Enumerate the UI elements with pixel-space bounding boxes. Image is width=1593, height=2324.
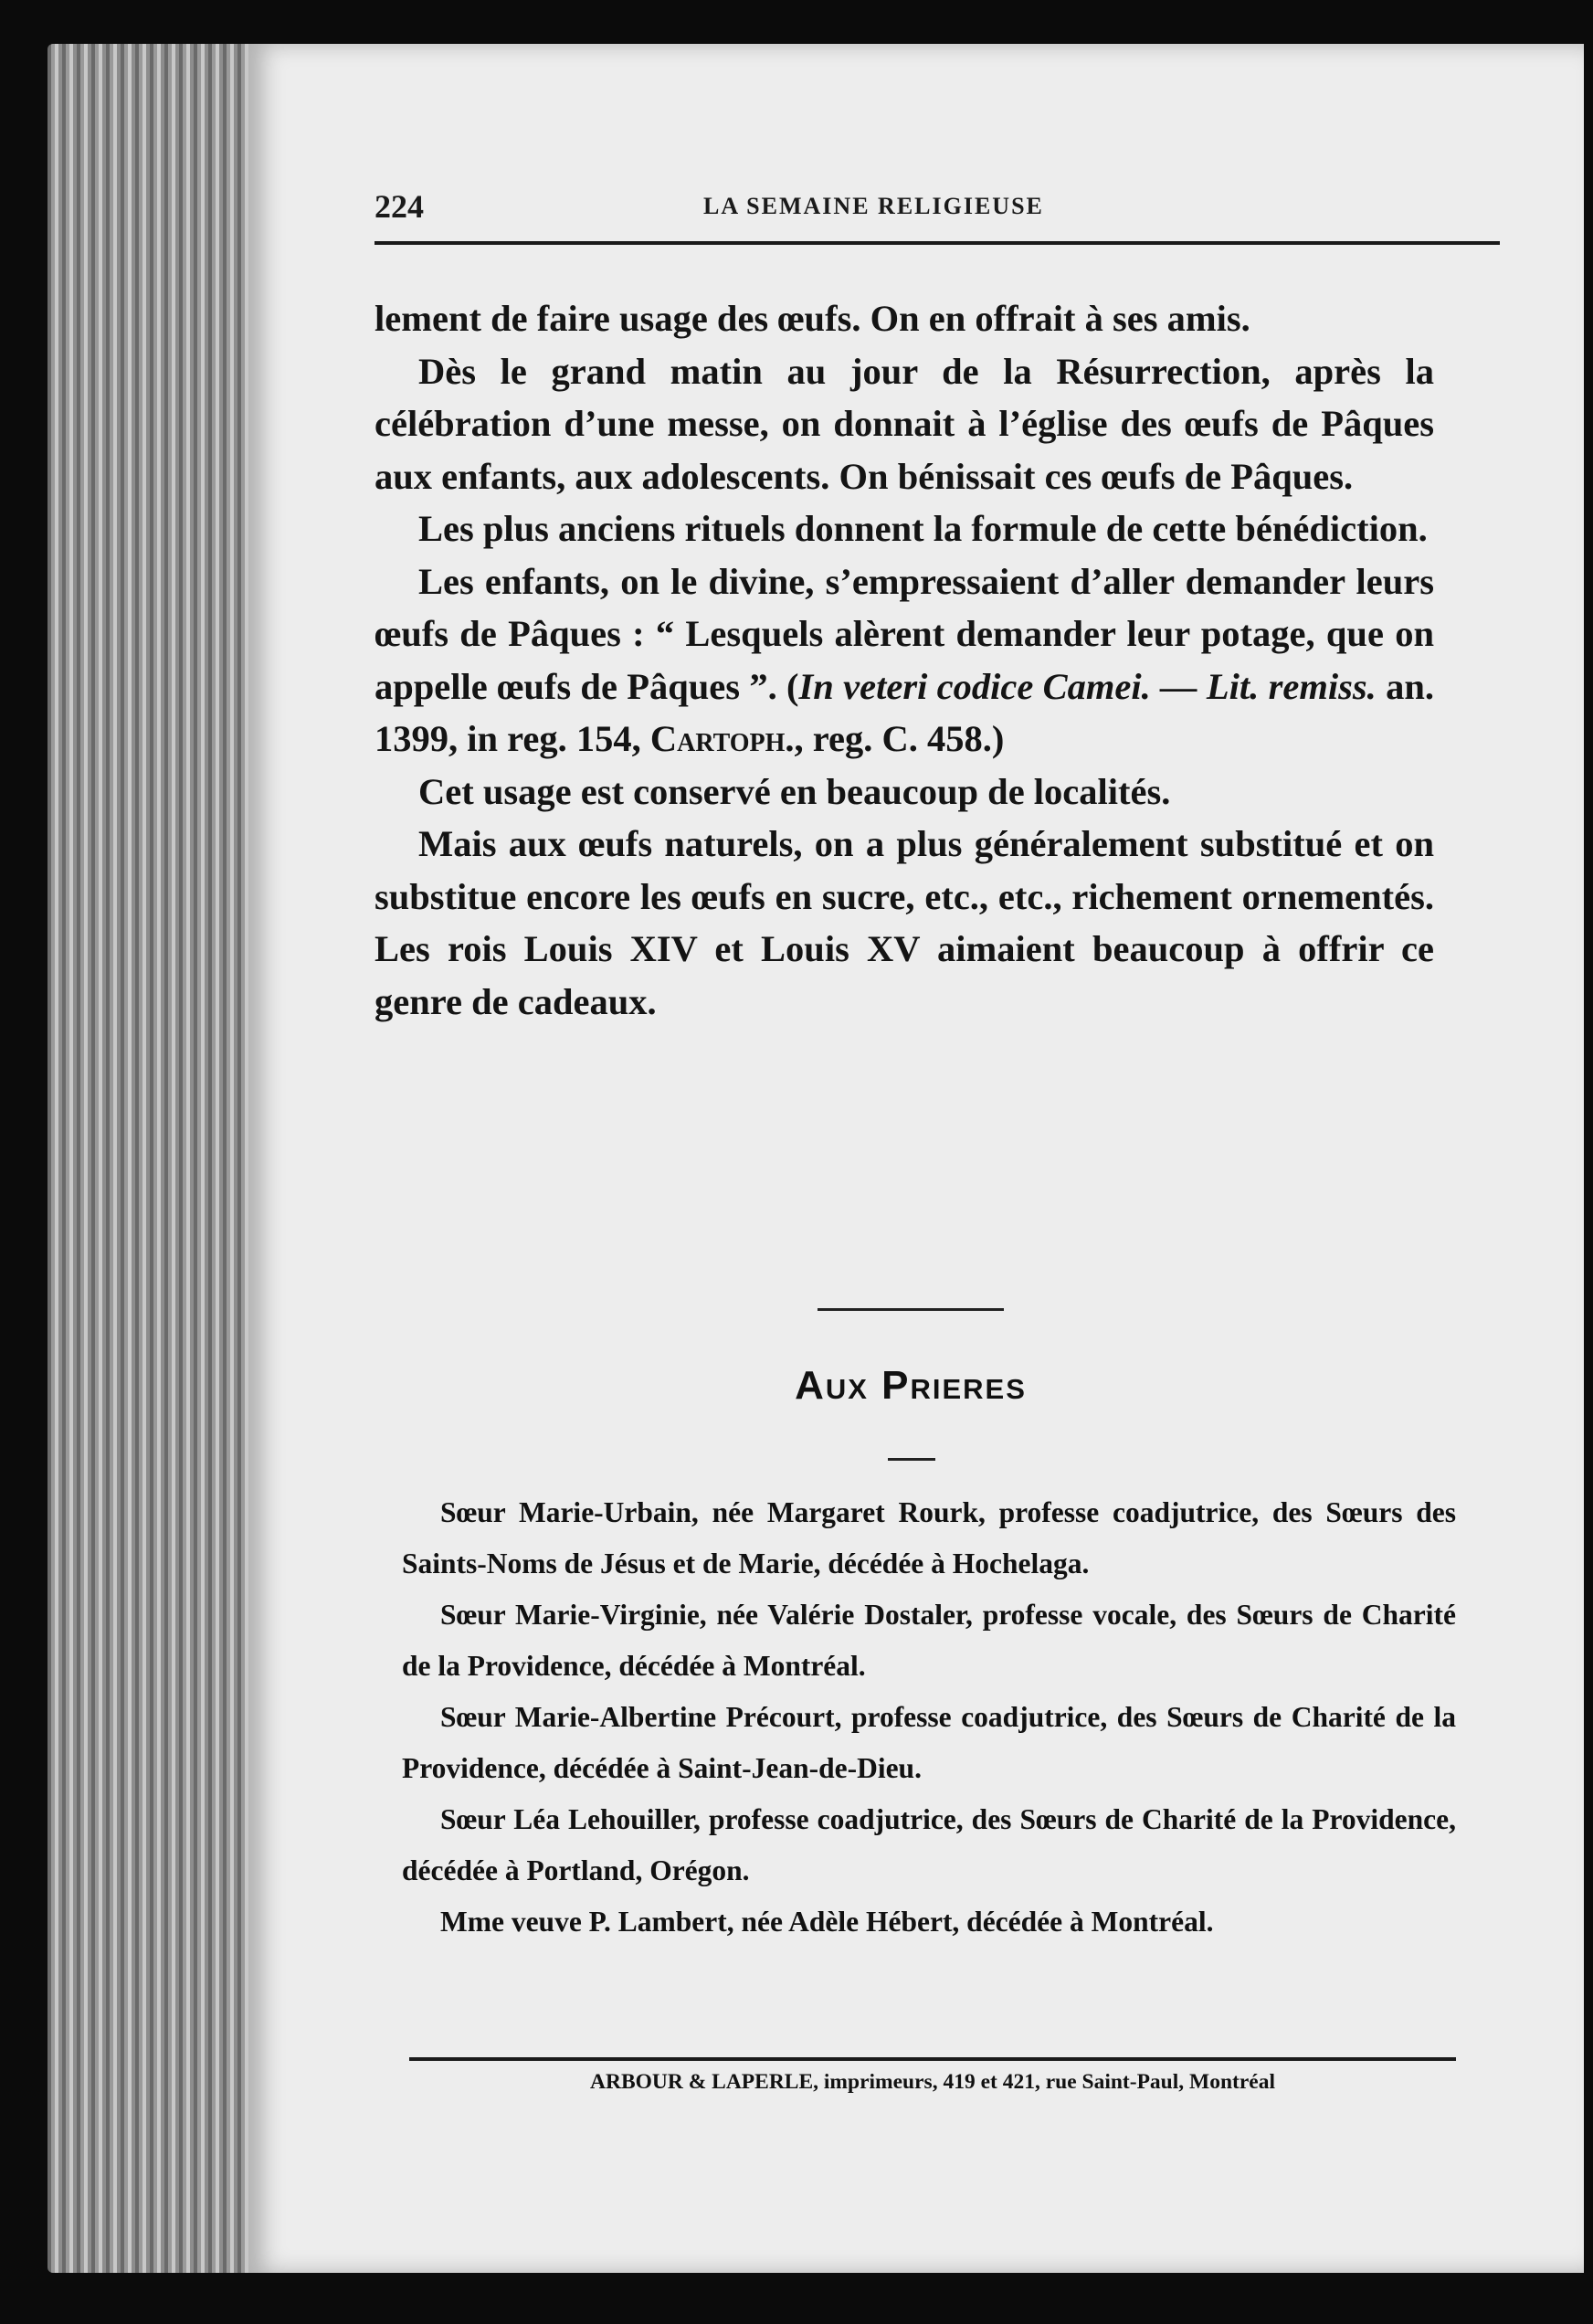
section-dash: [888, 1458, 935, 1461]
section-title: Aux Prieres: [795, 1363, 1027, 1408]
article-body: [375, 292, 1434, 1028]
paragraph-3: Les plus anciens rituels donnent la formule de cette bénédiction.: [418, 508, 1428, 549]
book-page: [248, 44, 1584, 2273]
page-number: 224: [375, 188, 424, 225]
running-head: LA SEMAINE RELIGIEUSE: [703, 193, 1044, 219]
page-header: [375, 179, 1500, 234]
paragraph-4: [375, 555, 1434, 766]
paragraph-4-text-2: an. 1399, in reg. 154,: [375, 665, 1434, 759]
obituary-item: Sœur Marie-Urbain, née Margaret Rourk, professe coadjutrice, des Sœurs des Saints-Noms de Jésus et de Marie, décédée à Hochelaga.: [402, 1496, 1456, 1579]
obituary-item: Sœur Marie-Virginie, née Valérie Dostaler, professe vocale, des Sœurs de Charité de la Providence, décédée à Montréal.: [402, 1599, 1456, 1682]
footer-rule: [409, 2057, 1456, 2061]
paragraph-4-text: Les enfants, on le divine, s’empressaient d’aller demander leurs œufs de Pâques : “ Lesquels alèrent demander leur potage, que on appelle œufs de Pâques ”. (: [375, 560, 1434, 707]
paragraph-1: lement de faire usage des œufs. On en offrait à ses amis.: [375, 298, 1250, 339]
obituary-list: [402, 1487, 1456, 1948]
printer-imprint: ARBOUR & LAPERLE, imprimeurs, 419 et 421, rue Saint-Paul, Montréal: [590, 2070, 1275, 2094]
paragraph-4-end: , reg. C. 458.): [794, 718, 1005, 759]
obituary-item: Mme veuve P. Lambert, née Adèle Hébert, décédée à Montréal.: [440, 1906, 1214, 1938]
paragraph-6: Mais aux œufs naturels, on a plus généralement substitué et on substitue encore les œufs en sucre, etc., etc., richement ornementés. Les rois Louis XIV et Louis XV aimaient beaucoup à offrir ce genre de cadeaux.: [375, 823, 1434, 1022]
header-rule: [375, 241, 1500, 245]
obituary-item: Sœur Léa Lehouiller, professe coadjutrice, des Sœurs de Charité de la Providence, décédée à Portland, Orégon.: [402, 1803, 1456, 1886]
citation-small-caps: Cartoph.: [649, 718, 795, 759]
obituary-item: Sœur Marie-Albertine Précourt, professe coadjutrice, des Sœurs de Charité de la Providence, décédée à Saint-Jean-de-Dieu.: [402, 1701, 1456, 1784]
section-divider: [818, 1308, 1004, 1311]
paragraph-2: Dès le grand matin au jour de la Résurrection, après la célébration d’une messe, on donnait à l’église des œufs de Pâques aux enfants, aux adolescents. On bénissait ces œufs de Pâques.: [375, 350, 1434, 497]
citation-italic: In veteri codice Camei. — Lit. remiss.: [798, 665, 1377, 707]
paragraph-5: Cet usage est conservé en beaucoup de localités.: [418, 770, 1171, 812]
